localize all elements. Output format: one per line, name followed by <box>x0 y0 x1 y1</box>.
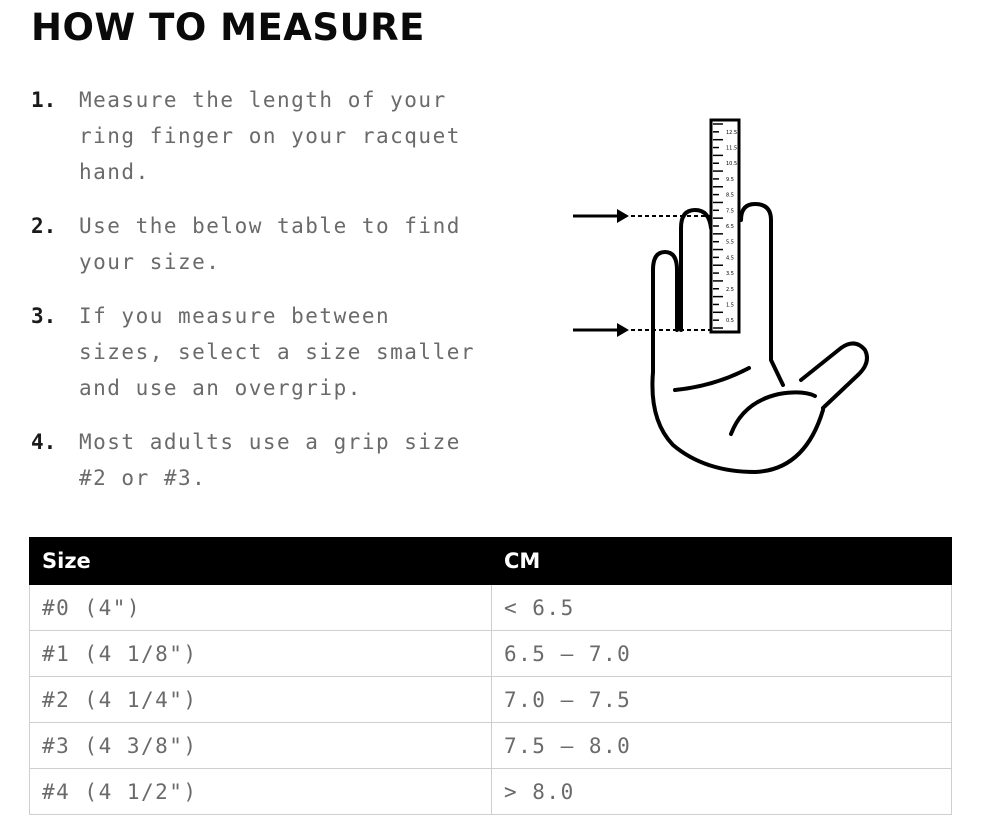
column-header-size: Size <box>30 538 492 585</box>
instruction-list <box>31 82 511 496</box>
step-text: Most adults use a grip size #2 or #3. <box>79 430 461 490</box>
table-row <box>30 769 952 815</box>
ruler-label: 2.5 <box>726 286 734 293</box>
cm-cell: 6.5 – 7.0 <box>492 631 952 677</box>
table-row <box>30 677 952 723</box>
size-cell: #2 (4 1/4") <box>30 677 492 723</box>
table-row <box>30 631 952 677</box>
step-text: If you measure between sizes, select a size smaller and use an overgrip. <box>79 304 476 400</box>
instruction-step <box>31 298 511 406</box>
table-row <box>30 723 952 769</box>
ruler-label: 8.5 <box>726 192 734 199</box>
ruler-label: 9.5 <box>726 176 734 183</box>
ruler-label: 11.5 <box>726 145 738 152</box>
step-number: 3. <box>31 304 57 328</box>
size-table <box>29 537 952 815</box>
instruction-step <box>31 424 511 496</box>
bottom-arrow-icon <box>573 323 710 337</box>
ruler-label: 7.5 <box>726 208 734 215</box>
size-cell: #0 (4") <box>30 585 492 631</box>
instruction-step <box>31 208 511 280</box>
cm-cell: > 8.0 <box>492 769 952 815</box>
hand-ruler-icon <box>565 110 885 490</box>
ruler-label: 5.5 <box>726 239 734 246</box>
cm-cell: 7.5 – 8.0 <box>492 723 952 769</box>
ruler-label: 4.5 <box>726 255 734 262</box>
ruler-icon <box>711 120 739 332</box>
ruler-label: 10.5 <box>726 161 738 168</box>
table-row <box>30 585 952 631</box>
step-number: 2. <box>31 214 57 238</box>
ruler-label: 6.5 <box>726 224 734 230</box>
instruction-step <box>31 82 511 190</box>
ruler-label: 3.5 <box>726 271 734 278</box>
step-text: Use the below table to find your size. <box>79 214 461 274</box>
size-cell: #4 (4 1/2") <box>30 769 492 815</box>
cm-cell: < 6.5 <box>492 585 952 631</box>
page-title: HOW TO MEASURE <box>31 6 425 49</box>
ruler-label: 0.5 <box>726 318 734 325</box>
ruler-label: 1.5 <box>726 302 734 309</box>
step-text: Measure the length of your ring finger on your racquet hand. <box>79 88 461 184</box>
cm-cell: 7.0 – 7.5 <box>492 677 952 723</box>
step-number: 4. <box>31 430 57 454</box>
table-header-row <box>30 538 952 585</box>
size-cell: #1 (4 1/8") <box>30 631 492 677</box>
ruler-label: 12.5 <box>726 129 738 136</box>
hand-outline <box>652 204 867 472</box>
column-header-cm: CM <box>492 538 952 585</box>
step-number: 1. <box>31 88 57 112</box>
size-cell: #3 (4 3/8") <box>30 723 492 769</box>
